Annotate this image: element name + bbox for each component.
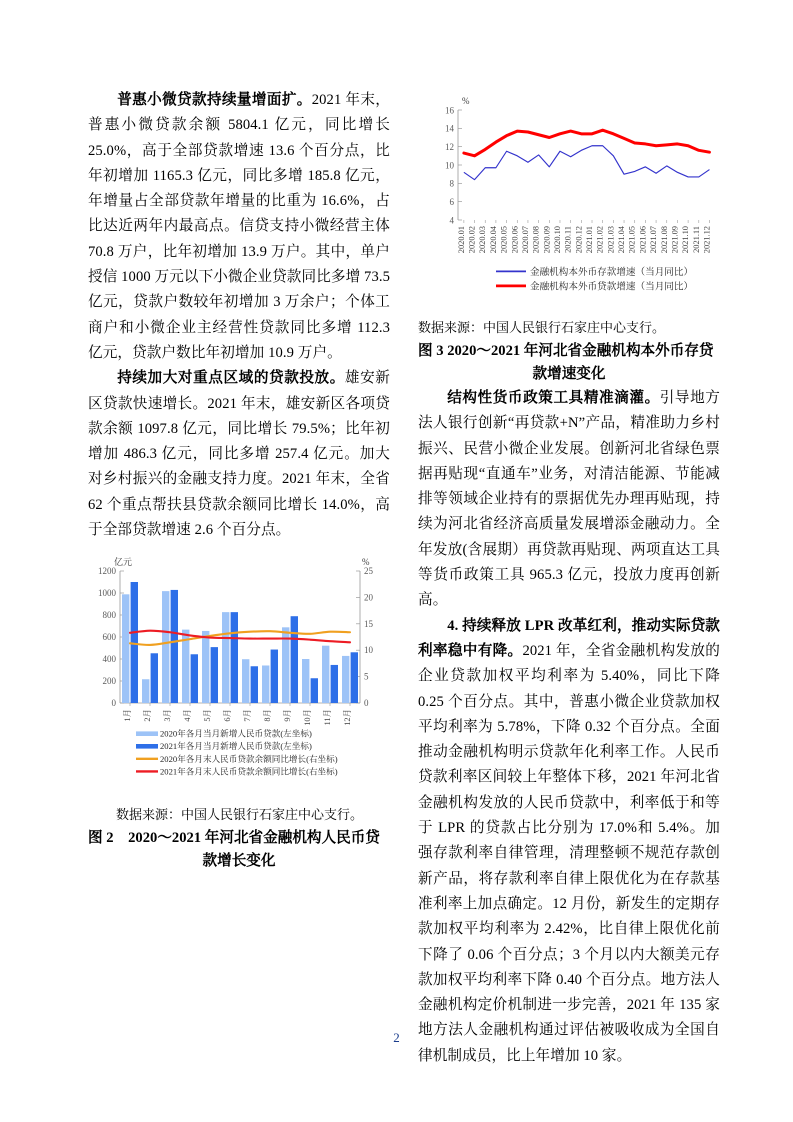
svg-text:12: 12 [445,141,454,152]
svg-text:2021.12: 2021.12 [702,226,712,254]
svg-text:2020.03: 2020.03 [478,226,488,254]
svg-text:0: 0 [364,698,369,709]
paragraph-structural-tools [418,386,720,614]
svg-text:12月: 12月 [343,709,352,727]
svg-text:2021.01: 2021.01 [585,226,595,254]
paragraph-lead-bold: 4. 持续释放 LPR 改革红利，推动实际贷款利率稳中有降。 [418,617,720,659]
svg-text:2020.09: 2020.09 [542,226,552,254]
svg-text:2021.08: 2021.08 [659,226,669,254]
figure-3-caption [418,340,720,386]
svg-text:4: 4 [449,215,454,226]
svg-text:5: 5 [364,671,369,682]
svg-text:2月: 2月 [143,709,152,722]
svg-text:25: 25 [364,566,373,577]
svg-text:2020.05: 2020.05 [499,226,509,254]
svg-text:200: 200 [102,676,116,687]
figure-3-chart [418,88,720,311]
svg-text:15: 15 [364,619,373,630]
svg-text:2021.03: 2021.03 [606,226,616,254]
page-number: 2 [393,1030,400,1045]
svg-text:5月: 5月 [203,709,212,722]
figure-2-caption-line2: 款增长变化 [202,853,276,870]
svg-text:8: 8 [449,178,454,189]
paragraph-lead-bold: 结构性货币政策工具精准滴灌。 [447,390,660,406]
svg-text:金融机构本外币存款增速（当月同比）: 金融机构本外币存款增速（当月同比） [530,267,694,278]
paragraph-body: 2021 年末，普惠小微贷款余额 5804.1 亿元，同比增长 25.0%，高于全部贷款增速 13.6 个百分点，比年初增加 1165.3 亿元，同比多增 185.8 亿元，年增量占全部贷款年增量的比重为 16.6%，占比达近两年内最高点。信贷支持小微经营主体 70.8 万户，比年初增加 13.9 万户。其中，单户授信 1000 万元以下小微企业贷款同比多增 73.5 亿元，贷款户数较年初增加 3 万余户；个体工商户和小微企业主经营性贷款同比多增 112.3 亿元，贷款户数比年初增加 10.9 万户。 [88,92,390,361]
svg-text:0: 0 [111,698,116,709]
svg-text:2021.11: 2021.11 [691,226,701,253]
figure-3-caption-line1: 图 3 2020～2021 年河北省金融机构本外币存贷 [418,343,714,359]
left-column [88,88,390,873]
figure-2-svg [88,553,390,793]
svg-text:亿元: 亿元 [114,557,133,568]
svg-text:1000: 1000 [98,588,116,599]
svg-text:3月: 3月 [163,709,172,722]
figure-2-source: 数据来源：中国人民银行石家庄中心支行。 [116,807,364,823]
svg-text:600: 600 [102,632,116,643]
svg-text:2020.06: 2020.06 [510,226,520,254]
svg-text:2021年各月当月新增人民币贷款(左坐标): 2021年各月当月新增人民币贷款(左坐标) [160,741,312,752]
right-column [418,88,720,1069]
svg-text:2021.04: 2021.04 [617,226,627,254]
figure-3 [418,88,720,386]
svg-text:2021.05: 2021.05 [627,226,637,254]
svg-text:%: % [362,557,370,568]
svg-text:7月: 7月 [243,709,252,722]
svg-text:2021.06: 2021.06 [638,226,648,254]
svg-text:10月: 10月 [303,709,312,727]
svg-text:2020.11: 2020.11 [563,226,573,253]
svg-text:2020.07: 2020.07 [520,226,530,254]
svg-text:2021.02: 2021.02 [595,226,605,254]
figure-2-chart [88,553,390,798]
svg-text:6: 6 [449,196,454,207]
svg-text:20: 20 [364,592,373,603]
svg-text:400: 400 [102,654,116,665]
svg-text:2021.07: 2021.07 [649,226,659,254]
svg-text:2020.08: 2020.08 [531,226,541,254]
svg-text:6月: 6月 [223,709,232,722]
svg-text:10: 10 [445,160,454,171]
paragraph-body: 引导地方法人银行创新“再贷款+N”产品，精准助力乡村振兴、民营小微企业发展。创新河北省绿色票据再贴现“直通车”业务，对清洁能源、节能减排等领域企业持有的票据优先办理再贴现，持续为河北省经济高质量发展增添金融动力。全年发放(含展期）再贷款再贴现、两项直达工具等货币政策工具 965.3 亿元，投放力度再创新高。 [418,390,720,609]
figure-3-svg [418,88,720,306]
svg-text:%: % [462,96,470,106]
svg-text:14: 14 [445,123,454,134]
svg-text:2021.10: 2021.10 [681,226,691,254]
svg-text:2020.04: 2020.04 [488,226,498,254]
figure-3-caption-line2: 款增速变化 [532,366,606,382]
svg-text:10: 10 [364,645,373,656]
paragraph-body: 雄安新区贷款快速增长。2021 年末，雄安新区各项贷款余额 1097.8 亿元，同比增长 79.5%；比年初增加 486.3 亿元，同比多增 257.4 亿元。加大对乡村振兴的金融支持力度。2021 年末，全省 62 个重点帮扶县贷款余额同比增长 14.0%，高于全部贷款增速 2.6 个百分点。 [88,370,390,539]
svg-text:2021.09: 2021.09 [670,226,680,254]
paragraph-lead-bold: 持续加大对重点区域的贷款投放。 [117,370,345,387]
svg-text:2020年各月当月新增人民币贷款(左坐标): 2020年各月当月新增人民币贷款(左坐标) [160,728,312,739]
svg-text:11月: 11月 [323,709,332,726]
svg-text:金融机构本外币贷款增速（当月同比）: 金融机构本外币贷款增速（当月同比） [530,281,694,293]
figure-2-caption [88,827,390,873]
paragraph-lead-bold: 普惠小微贷款持续量增面扩。 [117,92,312,108]
paragraph-inclusive-loans [88,88,390,366]
svg-text:16: 16 [445,105,454,116]
svg-text:8月: 8月 [263,709,272,722]
svg-text:2020年各月末人民币贷款余额同比增长(右坐标): 2020年各月末人民币贷款余额同比增长(右坐标) [160,754,338,765]
figure-2-caption-line1: 图 2 2020～2021 年河北省金融机构人民币贷 [88,830,380,847]
svg-text:2020.12: 2020.12 [574,226,584,254]
paragraph-body: 2021 年，全省金融机构发放的企业贷款加权平均利率为 5.40%，同比下降 0.25 个百分点。其中，普惠小微企业贷款加权平均利率为 5.78%，下降 0.32 个百分点。全面推动金融机构明示贷款年化利率工作。人民币贷款利率区间较上年整体下移，2021 年河北省金融机构发放的人民币贷款中，利率低于和等于 LPR 的贷款占比分别为 17.0%和 5.4%。加强存款利率自律管理，清理整顿不规范存款创新产品，将存款利率自律上限优化为在存款基准利率上加点确定。12 月份，新发生的定期存款加权平均利率为 2.42%，比自律上限优化前下降了 0.06 个百分点；3 个月以内大额美元存款加权平均利率下降 0.40 个百分点。地方法人金融机构定价机制进一步完善，2021 年 135 家地方法人金融机构通过评估被吸收成为全国自律机制成员，比上年增加 10 家。 [418,642,721,1064]
svg-text:2020.01: 2020.01 [456,226,466,254]
paragraph-key-region-loans [88,366,390,543]
paragraph-lpr-reform [418,614,720,1069]
figure-3-source: 数据来源：中国人民银行石家庄中心支行。 [418,320,666,335]
svg-text:1月: 1月 [123,709,132,722]
svg-text:2020.02: 2020.02 [467,226,477,254]
svg-text:2021年各月末人民币贷款余额同比增长(右坐标): 2021年各月末人民币贷款余额同比增长(右坐标) [160,766,338,777]
svg-text:2020.10: 2020.10 [552,226,562,254]
svg-text:1200: 1200 [98,566,116,577]
svg-text:800: 800 [102,610,116,621]
svg-text:4月: 4月 [183,709,192,722]
svg-text:9月: 9月 [283,709,292,722]
figure-2 [88,553,390,873]
